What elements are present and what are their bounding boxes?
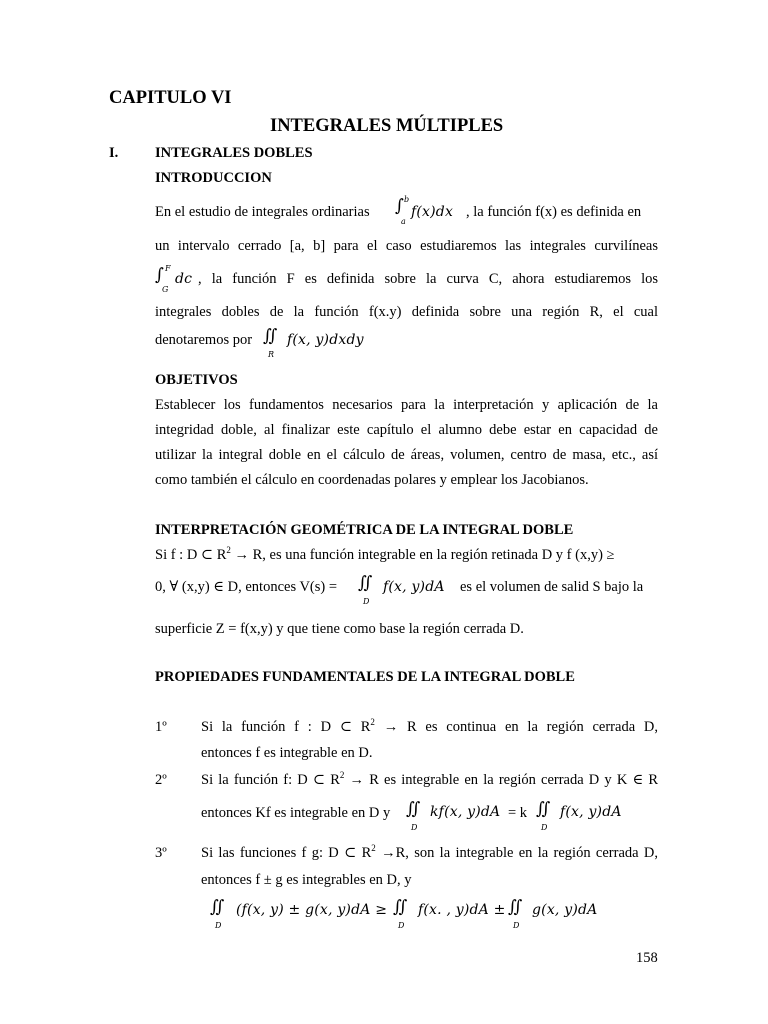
math-expression: f(x, y)dA [560,804,622,820]
region-label: D [363,597,370,606]
region-label: D [215,921,222,930]
page-title: INTEGRALES MÚLTIPLES [270,116,504,136]
objetivos-heading: OBJETIVOS [155,372,238,388]
geom-line-2b: es el volumen de salid S bajo la [460,579,644,595]
prop-heading: PROPIEDADES FUNDAMENTALES DE LA INTEGRAL DOBLE [155,669,575,685]
lower-limit: a [401,217,406,226]
intro-line-1b: , la función f(x) es definida en [466,204,642,220]
prop-1-line-2: entonces f es integrable en D. [201,745,373,761]
objetivos-line: utilizar la integral doble en el cálculo de áreas, volumen, centro de masa, etc., así [155,447,658,463]
region-label: D [411,823,418,832]
geom-line-1: Si f : D ⊂ $R^2 \to R$, es una función integrable en la región retinada D y f (x,y) ≥ [155,545,615,563]
geom-line-3: superficie Z = f(x,y) y que tiene como base la región cerrada D. [155,621,524,637]
double-integral-sign: ∬ [210,897,225,917]
intro-line-5a: denotaremos por [155,332,253,348]
region-label: D [398,921,405,930]
double-integral-sign: ∬ [263,326,278,346]
upper-limit: b [404,195,410,204]
integral-sign: ∫ [395,196,404,216]
section-number: I. [109,145,119,161]
math-expression: g(x, y)dA [532,902,598,918]
prop-2-line-1: Si la función f: D ⊂ $R^2 \to R$ es integrable en la región cerrada D y K ∈ R [201,770,659,788]
objetivos-line: como también el cálculo en coordenadas polares y emplear los Jacobianos. [155,472,589,488]
region-label: D [513,921,520,930]
section-heading: INTEGRALES DOBLES [155,145,313,161]
double-integral-sign: ∬ [508,897,523,917]
prop-3-line-2: entonces f ± g es integrables en D, y [201,872,412,888]
chapter-title: CAPITULO VI [109,88,232,108]
math-expression: f(x, y)dxdy [287,332,364,348]
equals-k: = k [508,805,528,821]
math-expression: f(x. , y)dA ± [418,902,506,918]
intro-line-3b: , la función F es definida sobre la curva C, ahora estudiaremos los [198,271,658,287]
intro-line-2: un intervalo cerrado [a, b] para el caso estudiaremos las integrales curvilíneas [155,238,658,254]
math-expression: f(x)dx [411,204,454,220]
double-integral-sign: ∬ [406,799,421,819]
objetivos-line: integridad doble, al finalizar este capítulo el alumno debe estar en capacidad de [155,422,658,438]
prop-number: 2º [155,772,167,788]
geom-heading: INTERPRETACIÓN GEOMÉTRICA DE LA INTEGRAL DOBLE [155,522,574,538]
prop-2-line-2a: entonces Kf es integrable en D y [201,805,391,821]
double-integral-sign: ∬ [536,799,551,819]
integral-sign: ∫ [155,265,164,285]
double-integral-sign: ∬ [393,897,408,917]
double-integral-sign: ∬ [358,573,373,593]
prop-1-line-1: Si la función f : D ⊂ $R^2 \to R$ es continua en la región cerrada D, [201,717,659,735]
math-expression: dc [175,271,193,287]
page-number: 158 [636,950,658,966]
geom-line-2a: 0, ∀ (x,y) ∈ D, entonces V(s) = [155,579,338,595]
prop-number: 3º [155,845,167,861]
lower-limit: G [162,285,169,294]
math-expression: (f(x, y) ± g(x, y)dA ≥ [236,902,388,918]
objetivos-line: Establecer los fundamentos necesarios para la interpretación y aplicación de la [155,397,658,413]
prop-3-line-1: Si las funciones f g: D ⊂ $R^2 \to R$, son la integrable en la región cerrada D, [201,843,658,861]
intro-line-1a: En el estudio de integrales ordinarias [155,204,370,220]
math-expression: f(x, y)dA [383,579,445,595]
region-label: R [268,350,275,359]
upper-limit: F [165,264,171,273]
region-label: D [541,823,548,832]
prop-number: 1º [155,719,167,735]
intro-line-4: integrales dobles de la función f(x.y) definida sobre una región R, el cual [155,304,658,320]
intro-heading: INTRODUCCION [155,170,272,186]
math-expression: kf(x, y)dA [430,804,501,820]
